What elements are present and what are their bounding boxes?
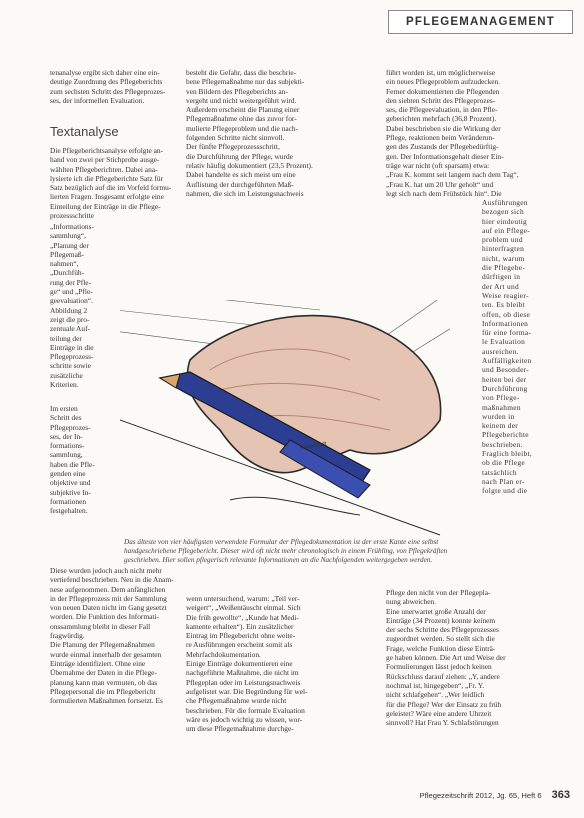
left_labels-line: ge“ und „Pfle- — [50, 287, 93, 297]
column-3-bottom: Pflege den nicht von der Pflegepla- nung abweichen. Eine unerwartet große Anzahl der Einträge (34 Prozent) konnte keinem der sechs Schritte des Pflegeprozesses zugeordnet werden. So stellt sich die Frage, welche Funktion diese Einträ- ge haben können. Die Art und Weise der Formulierungen lässt jedoch keinen Rückschluss darauf ziehen: „Y, andere nochmal ist, hingegeben“, „Fr. Y. nicht schlafgehen“. „Wer leidlich für die Pflege? Wer der Einsatz zu früh geleistet? Wäre eine andere Uhrzeit sinnvoll? Hat Frau Y. Schlafstörungen — [386, 588, 506, 728]
left_labels-line: sammlung“, — [50, 231, 86, 241]
left_labels-line: zentuale Auf- — [50, 324, 91, 334]
pointer-line — [120, 300, 320, 310]
left_labels-line: nahmen“, — [50, 259, 79, 269]
left_block2-line: subjektive In- — [50, 487, 91, 497]
column-1-top: tenanalyse ergibt sich daher eine ein- deutige Zuordnung des Pflegeberichts zum sechsten Schritt des Pflegeprozes- ses, der informellen Evaluation. — [50, 68, 166, 105]
left_labels-line: „Informations- — [50, 222, 94, 231]
left_labels-line: zusätzliche — [50, 370, 83, 380]
section-title: PFLEGEMANAGEMENT — [406, 16, 555, 28]
left_labels-line: zeigt die pro- — [50, 314, 90, 324]
column-2-top: besteht die Gefahr, dass die beschrie- bene Pflegemaßnahme nur das subjekti- ven Bildern des Pflegeberichts an- vergeht und nicht weitergeführt wird. Außerdem erscheint die Planung einer Pflegemaßnahme ohne das zuvor for- mulierte Pflegeproblem und die nach- folgenden Schritte nicht sinnvoll. Der fünfte Pflegeprozessschritt, die Durchführung der Pflege, wurde relativ häufig dokumentiert (23,5 Prozent). Dabei handelte es sich meist um eine Auflistung der durchgeführten Maß- nahmen, die sich im Leistungsnachweis — [186, 68, 313, 198]
journal-citation: Pflegezeitschrift 2012, Jg. 65, Heft 6 — [419, 791, 542, 800]
left_block2-line: ses, der In- — [50, 431, 83, 441]
column-1-body: Die Pflegeberichtsanalyse erfolgte an- hand von zwei per Stichprobe ausge- wählten Pflegeberichten. Dabei ana- lysierte ich die Pflegeberichte Satz für Satz bezüglich auf die im Vorfeld formu- lierten Fragen. Insgesamt erfolgte eine Einteilung der Einträge in die Pflege- prozessschritte — [50, 146, 172, 221]
left_labels-line: Einträge in die — [50, 342, 94, 352]
left_block2-line: genden eine — [50, 469, 86, 479]
left_block2-line: Pflegeprozes- — [50, 422, 91, 432]
left_labels-line: teilung der — [50, 333, 82, 343]
left_block2-line: festgehalten. — [50, 506, 88, 516]
pen-label: Schreibstift — [299, 441, 328, 452]
pointer-line — [380, 300, 450, 340]
left_labels-line: rung der Pfle- — [50, 277, 92, 287]
page-number: 363 — [551, 789, 570, 801]
left_labels-line: schritte sowie — [50, 361, 91, 371]
left_block2-line: objektive und — [50, 478, 91, 488]
left_labels-line: „Planung der — [50, 240, 89, 250]
left_labels-line: Pflegemaß- — [50, 249, 85, 259]
sleeve-line — [230, 497, 360, 515]
left_block2-line: formationen — [50, 496, 87, 506]
left_block2-line: sammlung, — [50, 450, 83, 460]
pen-on-paper-illustration — [120, 300, 450, 540]
left_block2-line: Schritt des — [50, 413, 82, 423]
column-2-bottom: wenn untersuchend, warum: „Teil ver- weigert“, „Weißentäuscht einmal. Sich Die früh gewollte“, „Kunde hat Medi- kamente erhalten“). Ein zusätzlicher Eintrag im Pflegebericht ohne weite- re Ausführungen erscheint somit als Mehrfachdokumentation. Einige Einträge dokumentieren eine nachgeführte Maßnahme, die nicht im Pflegeplan oder im Leistungsnachweis aufgelistet war. Die Begründung für wel- che Pflegemaßnahme wurde nicht beschrieben. Für die formale Evaluation wäre es jedoch wichtig zu wissen, wor- um diese Pflegemaßnahme durchge- — [186, 594, 308, 734]
column-3-top: führt worden ist, um möglicherweise ein neues Pflegeproblem aufzudecken. Ferner dokumentierten die Pflegenden den siebten Schritt des Pflegeprozes- ses, die Pflegeevaluation, in den Pfle- geberichten mehrfach (36,8 Prozent). Dabei beschrieben sie die Wirkung der Pflege, reaktionen beim Veränderun- gen des Zustands der Pflegebedürftig- gen. Der Informationsgehalt dieser Ein- träge war nicht (oft sparsam) etwa: „Frau K. kommt seit langem nach dem Tag“, „Frau K. hat um 20 Uhr geholt“ und legt sich nach dem Frühstück hin“. Die — [386, 68, 519, 198]
left-labels — [50, 222, 118, 389]
left_block2-line: Im ersten — [50, 404, 78, 413]
page-footer — [420, 789, 570, 801]
left_labels-line: Kriterien. — [50, 380, 79, 390]
section-header — [388, 10, 573, 34]
pen-tip — [160, 374, 180, 388]
left-block2 — [50, 404, 118, 516]
left_block2-line: formations- — [50, 441, 85, 451]
column-3-right: Ausführungen bezogen sich hier eindeutig auf ein Pflege- problem und hinterfragten nicht, warum die Pflegebe- dürftigen in der Art und Weise reagier- ten. Es bleibt offen, ob diese Informationen für eine forma- le Evaluation ausreichen. Auffälligkeiten und Besonder- heiten bei der Durchführung von Pflege- maßnahmen wurden in keinem der Pflegeberichte beschrieben. Fraglich bleibt, ob die Pflege tatsächlich nach Plan er- folgte und die — [482, 198, 532, 496]
left_labels-line: „Durchfüh- — [50, 268, 85, 278]
left_block2-line: haben die Pfle- — [50, 459, 95, 469]
left_labels-line: Pflegeprozess- — [50, 352, 94, 362]
figure-caption: Das älteste von vier häufigsten verwendete Formular der Pflegedokumentation ist der erste Kante eine selbst handgeschriebene Pflegebericht. Dieser wird oft nicht mehr chronologisch in einem Frühling, von Pflegekräften geschrieben. Hier sollen pflegerisch relevante Informationen an die Nachfolgenden weitergegeben werden. — [124, 538, 448, 565]
left_labels-line: Abbildung 2 — [50, 305, 88, 315]
section-heading: Textanalyse — [50, 124, 119, 139]
column-1-bottom: Diese wurden jedoch auch nicht mehr vertiefend beschrieben. Neu in die Anam- nese aufgenommen. Dem anfänglichen in der Pflegeprozess mit der Sammlung von neuen Daten nicht im Gang gesetzt worden. Die Funktion des Informati- onssammlung bleibt in dieser Fall fragwürdig. Die Planung der Pflegemaßnahmen wurde einmal innerhalb der gesamten Einträge identifiziert. Ohne eine Übernahme der Daten in die Pflege- planung kann man vermuten, ob das Pflegepersonal die im Pflegebericht formulierten Maßnahmen fortsetzt. Es — [50, 566, 174, 706]
left_labels-line: geevaluation“. — [50, 296, 93, 306]
